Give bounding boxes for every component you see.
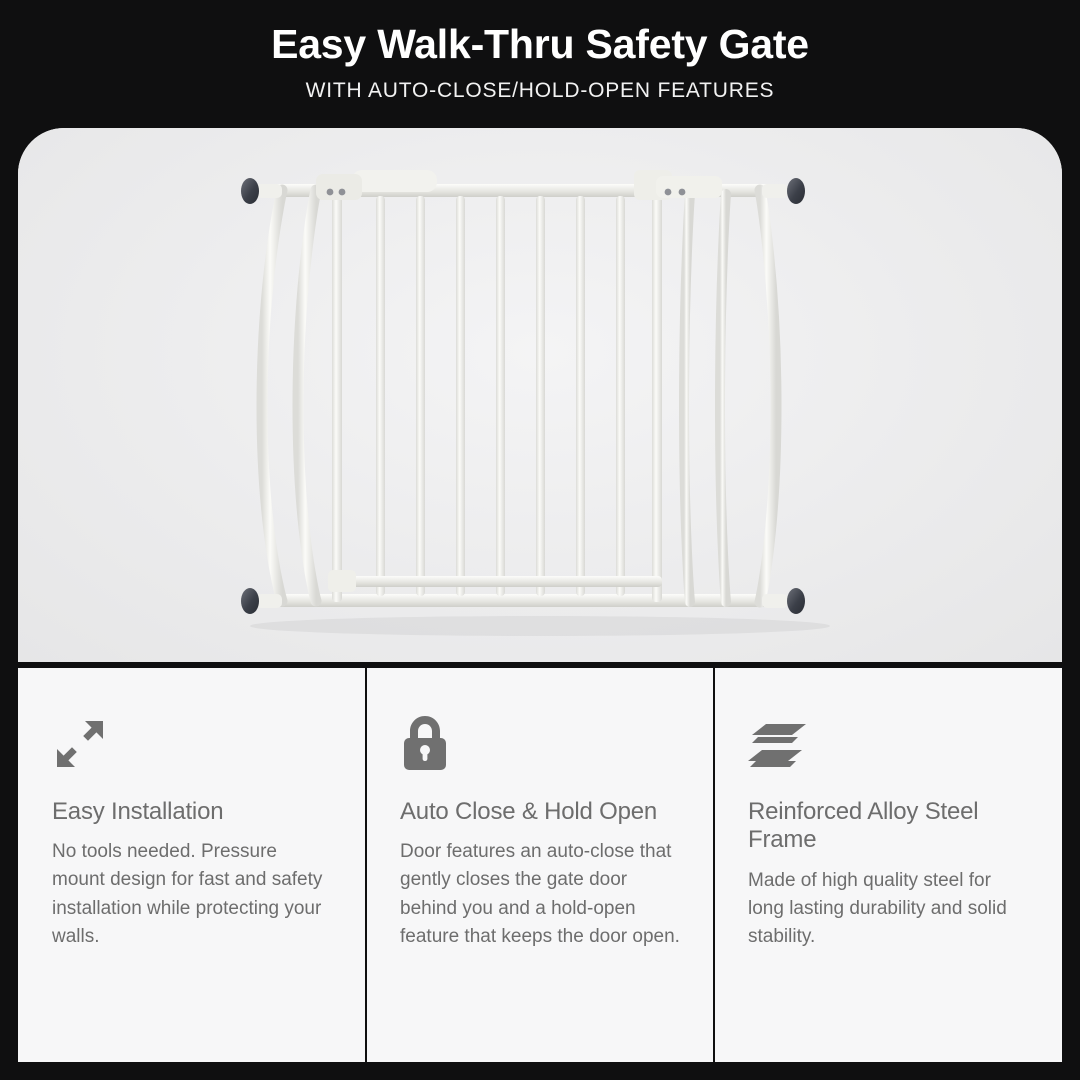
hero-panel <box>18 128 1062 662</box>
product-image <box>220 156 860 656</box>
feature-body: No tools needed. Pressure mount design for fast and safety installation while protecting your walls. <box>52 841 323 947</box>
feature-card-auto-close <box>366 668 714 1062</box>
page-subtitle: WITH AUTO-CLOSE/HOLD-OPEN FEATURES <box>305 79 775 103</box>
safety-gate-illustration <box>220 156 860 656</box>
feature-title: Auto Close & Hold Open <box>400 798 658 825</box>
feature-title: Reinforced Alloy Steel Frame <box>748 798 979 854</box>
feature-card-steel-frame <box>714 668 1062 1062</box>
header <box>0 0 1080 128</box>
feature-body: Door features an auto-close that gently closes the gate door behind you and a hold-open feature that keeps the door open. <box>400 841 680 947</box>
page-title: Easy Walk-Thru Safety Gate <box>271 21 809 67</box>
feature-strip <box>18 668 1062 1062</box>
feature-title: Easy Installation <box>52 798 224 825</box>
expand-arrows-icon <box>52 710 332 772</box>
steel-beam-icon <box>748 710 1028 772</box>
feature-body: Made of high quality steel for long lasting durability and solid stability. <box>748 869 1007 947</box>
feature-card-easy-installation <box>18 668 366 1062</box>
padlock-icon <box>400 710 680 772</box>
